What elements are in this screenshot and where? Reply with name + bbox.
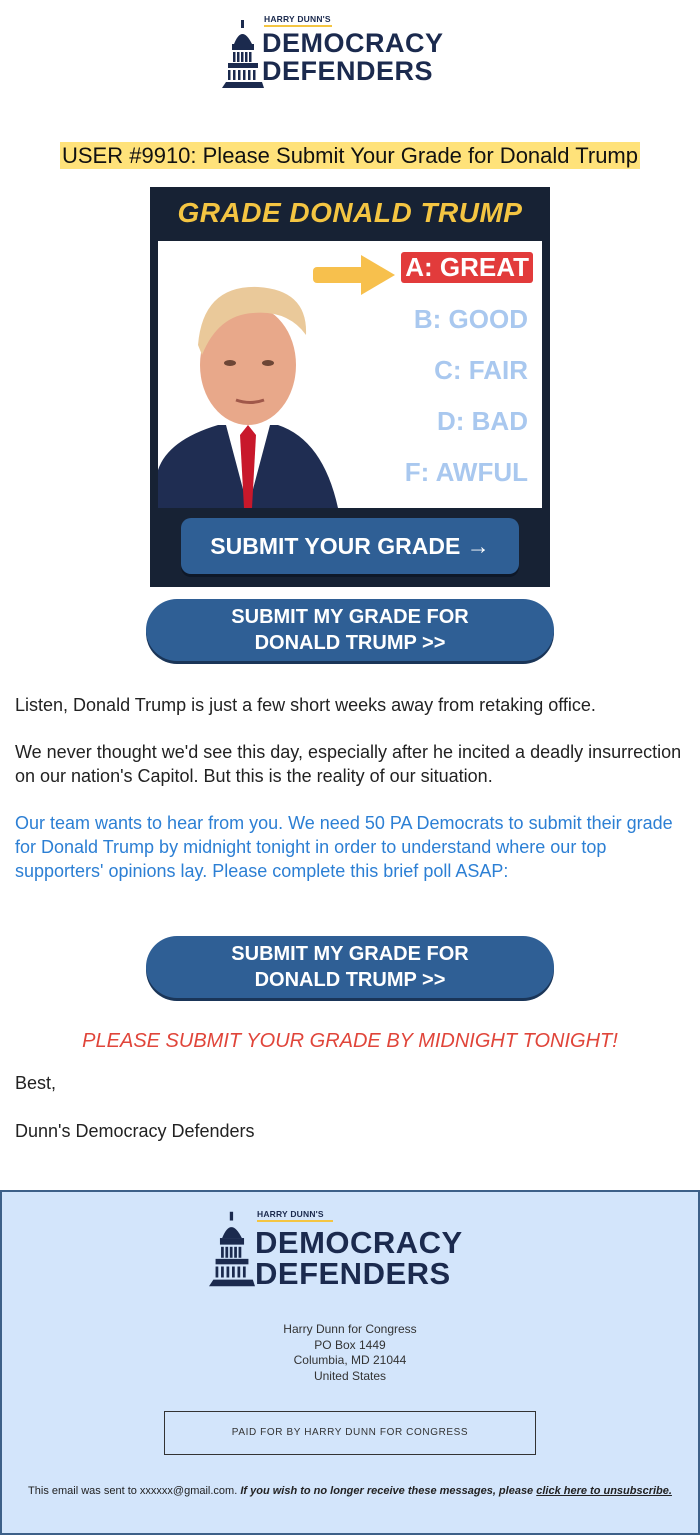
brand-pre: HARRY DUNN'S [257,1209,324,1219]
brand-accent-bar [257,1220,333,1222]
body-paragraph-2: We never thought we'd see this day, especially after he incited a deadly insurrection on our nation's Capitol. But this is the reality of our situation. [15,742,682,786]
grade-panel [158,241,542,508]
email-footer [0,1190,700,1535]
signature: Dunn's Democracy Defenders [15,1121,255,1141]
brand-pre: HARRY DUNN'S [264,14,331,24]
capitol-dome-icon [222,20,264,88]
paid-for-disclaimer: PAID FOR BY HARRY DUNN FOR CONGRESS [164,1411,536,1455]
body-paragraph-1: Listen, Donald Trump is just a few short weeks away from retaking office. [15,695,596,715]
address-line: PO Box 1449 [314,1337,386,1352]
grade-option-c[interactable]: C: FAIR [434,355,528,385]
recipient-email: xxxxxx@gmail.com. [139,1485,238,1497]
user-grade-heading: USER #9910: Please Submit Your Grade for Donald Trump [62,143,638,168]
footer-brand-logo[interactable] [209,1207,499,1292]
graphic-title: GRADE DONALD TRUMP [177,197,523,228]
address-line: Columbia, MD 21044 [293,1353,407,1367]
grade-graphic[interactable] [150,187,550,587]
cta-line1: SUBMIT MY GRADE FOR [231,943,469,965]
grade-option-b[interactable]: B: GOOD [413,304,528,334]
cta-line1: SUBMIT MY GRADE FOR [231,606,469,628]
brand-accent-bar [264,25,332,27]
brand-line1: DEMOCRACY [255,1225,463,1260]
address-line: Harry Dunn for Congress [283,1322,417,1336]
arrow-right-icon [313,255,395,295]
address-line: United States [313,1368,387,1383]
submit-your-grade-button[interactable]: SUBMIT YOUR GRADE → [181,518,519,574]
brand-line2: DEFENDERS [262,56,434,86]
capitol-dome-icon [209,1211,255,1287]
grade-option-d[interactable]: D: BAD [437,406,528,436]
brand-line1: DEMOCRACY [262,28,444,58]
unsubscribe-link[interactable]: click here to unsubscribe. [536,1485,672,1497]
signoff: Best, [15,1073,57,1093]
portrait-image [158,265,348,508]
urgent-deadline-text: PLEASE SUBMIT YOUR GRADE BY MIDNIGHT TONIGHT! [82,1030,618,1052]
footer-note [22,1484,678,1498]
sent-to-text: This email was sent to [28,1485,140,1497]
body-paragraph-3: Our team wants to hear from you. We need 50 PA Democrats to submit their grade for Donald Trump by midnight tonight in order to understand where our top supporters' opinions lay. Please complete this brief poll ASAP: [15,813,673,881]
cta-line2: DONALD TRUMP >> [254,632,446,654]
cta-line2: DONALD TRUMP >> [254,969,446,991]
grade-option-f[interactable]: F: AWFUL [404,457,528,487]
submit-grade-cta-button-1[interactable] [146,599,554,661]
brand-line2: DEFENDERS [255,1256,451,1291]
mailing-address [2,1322,698,1384]
grade-option-a[interactable]: A: GREAT [401,252,533,283]
unsubscribe-text: If you wish to no longer receive these messages, please [240,1485,537,1497]
submit-grade-cta-button-2[interactable] [146,936,554,998]
brand-logo[interactable] [222,12,482,87]
